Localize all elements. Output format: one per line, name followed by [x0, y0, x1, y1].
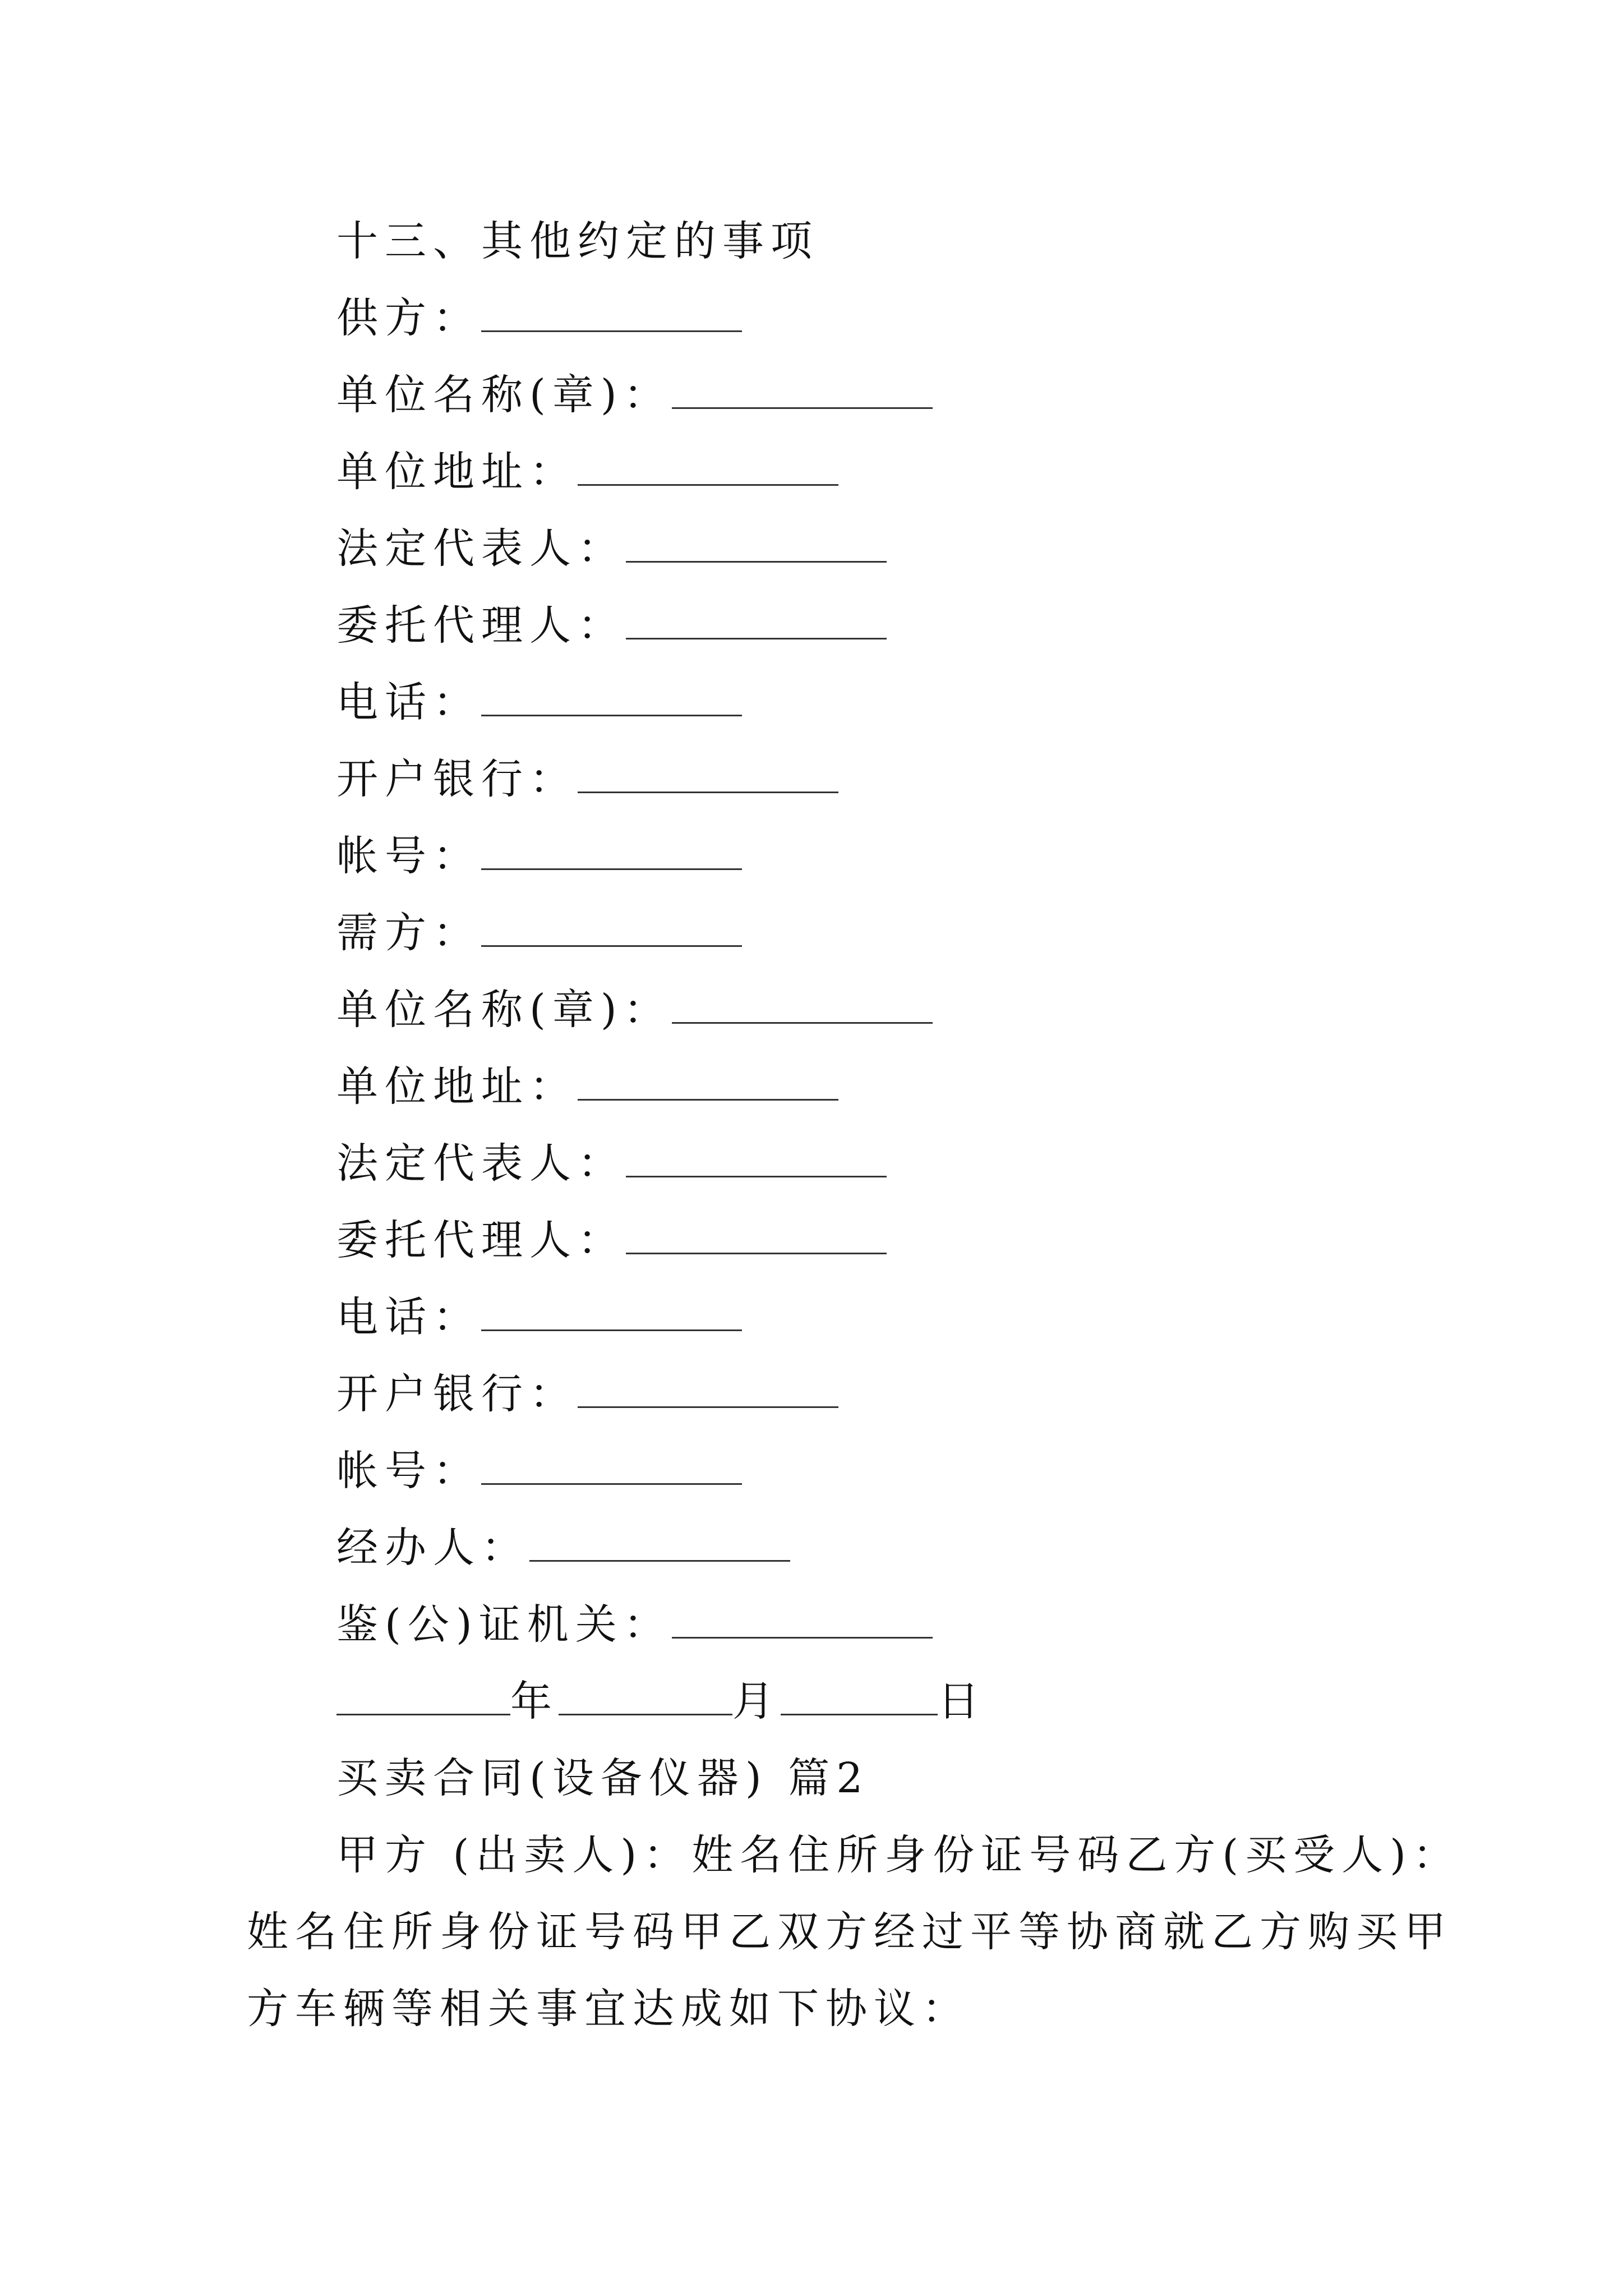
supplier-field-line: [336, 367, 933, 423]
buyer-field-label: 电话：: [336, 1293, 481, 1341]
supplier-phone-blank[interactable]: [481, 679, 742, 716]
buyer-field-line: [336, 982, 933, 1038]
buyer-field-line: [336, 1289, 742, 1345]
buyer-field-label: 法定代表人：: [336, 1139, 626, 1188]
year-label: 年: [510, 1677, 559, 1726]
buyer-field-label: 单位地址：: [336, 1062, 578, 1111]
buyer-field-line: [336, 1059, 838, 1115]
buyer-unit-name-blank[interactable]: [672, 986, 933, 1024]
buyer-field-label: 单位名称(章)：: [336, 986, 672, 1034]
section-heading: 十三、其他约定的事项: [336, 217, 819, 265]
supplier-legal-rep-blank[interactable]: [626, 525, 887, 563]
buyer-address-blank[interactable]: [578, 1063, 838, 1101]
year-blank[interactable]: [336, 1678, 510, 1715]
supplier-field-line: [336, 751, 838, 807]
buyer-field-line: [336, 1135, 887, 1191]
month-label: 月: [732, 1677, 781, 1726]
day-blank[interactable]: [781, 1678, 938, 1715]
buyer-field-line: [336, 1366, 838, 1422]
month-blank[interactable]: [559, 1678, 732, 1715]
buyer-field-line: [336, 1443, 742, 1499]
day-label: 日: [938, 1677, 986, 1726]
buyer-blank[interactable]: [481, 909, 742, 947]
supplier-blank[interactable]: [481, 295, 742, 332]
supplier-agent-blank[interactable]: [626, 602, 887, 639]
supplier-field-line: [336, 444, 838, 500]
contract2-title: 买卖合同(设备仪器) 篇2: [336, 1754, 870, 1802]
handler-line: [336, 1520, 790, 1576]
buyer-field-label: 开户银行：: [336, 1370, 578, 1418]
contract2-para-line: 甲方 (出卖人)：姓名住所身份证号码乙方(买受人)：: [336, 1831, 1461, 1879]
supplier-label-line: [336, 290, 742, 346]
supplier-field-label: 开户银行：: [336, 755, 578, 803]
supplier-field-label: 委托代理人：: [336, 601, 626, 650]
supplier-field-line: [336, 521, 887, 577]
buyer-account-blank[interactable]: [481, 1447, 742, 1485]
supplier-address-blank[interactable]: [578, 448, 838, 486]
notary-label: 鉴(公)证机关：: [336, 1600, 672, 1649]
handler-label: 经办人：: [336, 1524, 529, 1572]
buyer-field-label: 委托代理人：: [336, 1216, 626, 1264]
buyer-field-line: [336, 1212, 887, 1268]
supplier-unit-name-blank[interactable]: [672, 371, 933, 409]
contract2-para-line: 方车辆等相关事宜达成如下协议：: [247, 1985, 970, 2033]
buyer-label: 需方：: [336, 909, 481, 957]
date-line: [336, 1673, 986, 1729]
notary-blank[interactable]: [672, 1601, 933, 1639]
supplier-field-label: 电话：: [336, 678, 481, 726]
supplier-field-line: [336, 828, 742, 884]
buyer-agent-blank[interactable]: [626, 1217, 887, 1254]
handler-blank[interactable]: [529, 1524, 790, 1562]
buyer-label-line: [336, 905, 742, 961]
buyer-phone-blank[interactable]: [481, 1294, 742, 1331]
supplier-account-blank[interactable]: [481, 832, 742, 870]
notary-line: [336, 1596, 933, 1653]
supplier-label: 供方：: [336, 294, 481, 342]
supplier-field-line: [336, 597, 887, 654]
supplier-field-label: 单位地址：: [336, 448, 578, 496]
buyer-field-label: 帐号：: [336, 1447, 481, 1495]
supplier-field-label: 单位名称(章)：: [336, 371, 672, 419]
supplier-bank-blank[interactable]: [578, 756, 838, 793]
supplier-field-label: 帐号：: [336, 832, 481, 880]
contract2-para-line: 姓名住所身份证号码甲乙双方经过平等协商就乙方购买甲: [247, 1908, 1453, 1956]
supplier-field-label: 法定代表人：: [336, 524, 626, 573]
supplier-field-line: [336, 674, 742, 730]
buyer-legal-rep-blank[interactable]: [626, 1140, 887, 1177]
buyer-bank-blank[interactable]: [578, 1370, 838, 1408]
